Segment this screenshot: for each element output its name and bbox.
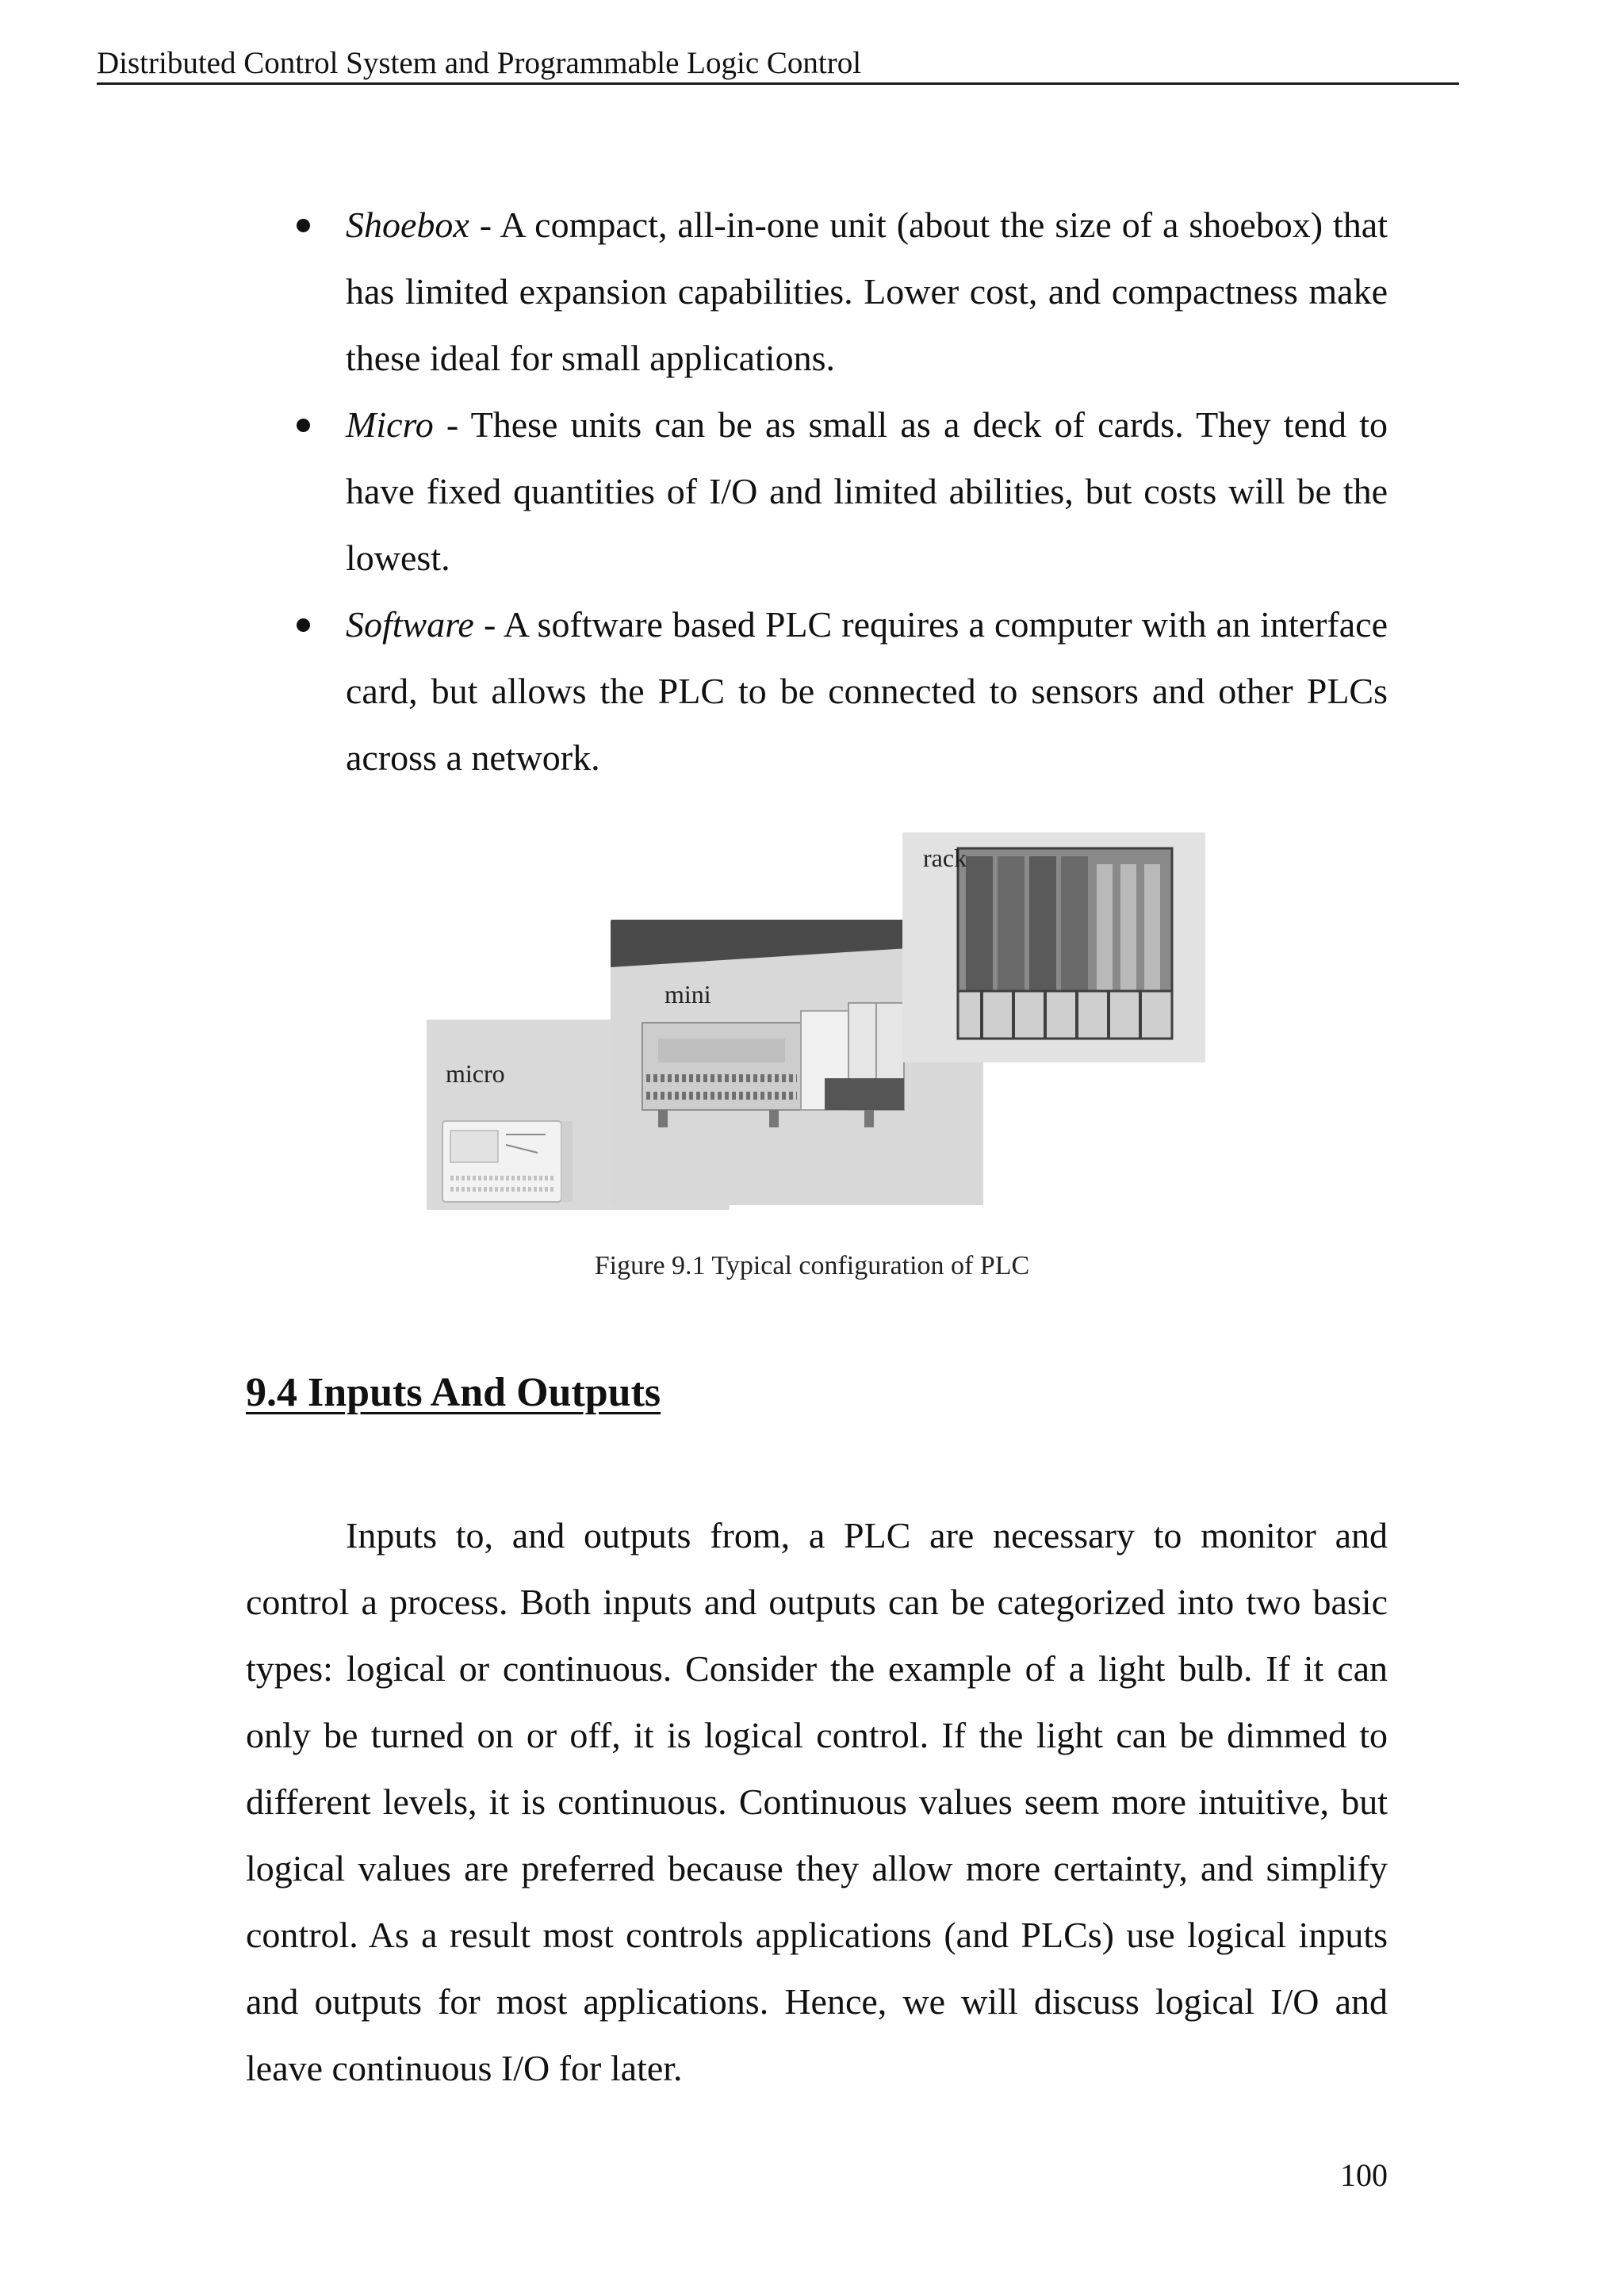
section-heading: 9.4 Inputs And Outputs	[246, 1370, 661, 1415]
list-item-micro	[246, 392, 1388, 591]
plc-type-list	[246, 192, 1388, 791]
description-software: - A software based PLC requires a computer with an interface card, but allows the PLC to be connected to sensors and other PLCs across a network.	[346, 604, 1388, 778]
bullet-icon	[297, 618, 310, 632]
list-item-shoebox	[246, 192, 1388, 392]
plc-configuration-figure	[420, 831, 1205, 1211]
bullet-icon	[297, 419, 310, 432]
rack-label: rack	[923, 844, 967, 872]
bullet-icon	[297, 219, 310, 232]
term-software: Software	[346, 604, 474, 645]
term-micro: Micro	[346, 404, 434, 445]
list-item-software	[246, 591, 1388, 791]
mini-label: mini	[665, 980, 711, 1008]
figure-caption: Figure 9.1 Typical configuration of PLC	[594, 1251, 1030, 1280]
description-shoebox: - A compact, all-in-one unit (about the size of a shoebox) that has limited expansion capabilities. Lower cost, and compactness make these ideal for small applications.	[346, 205, 1388, 378]
rack-plc-photo	[902, 832, 1205, 1062]
page-number: 100	[1340, 2157, 1388, 2193]
term-shoebox: Shoebox	[346, 205, 469, 245]
body-paragraph: Inputs to, and outputs from, a PLC are necessary to monitor and control a process. Both inputs and outputs can be categorized into two basic types: logical or continuous. Consider the example of a light bulb. If it can only be turned on or off, it is logical control. If the light can be dimmed to different levels, it is continuous. Continuous values seem more intuitive, but logical values are preferred because they allow more certainty, and simplify control. As a result most controls applications (and PLCs) use logical inputs and outputs for most applications. Hence, we will discuss logical I/O and leave continuous I/O for later.	[246, 1515, 1388, 2088]
description-micro: - These units can be as small as a deck of cards. They tend to have fixed quantities of I/O and limited abilities, but costs will be the lowest.	[346, 404, 1388, 578]
micro-label: micro	[446, 1059, 505, 1088]
running-header: Distributed Control System and Programmable Logic Control	[97, 44, 1459, 85]
